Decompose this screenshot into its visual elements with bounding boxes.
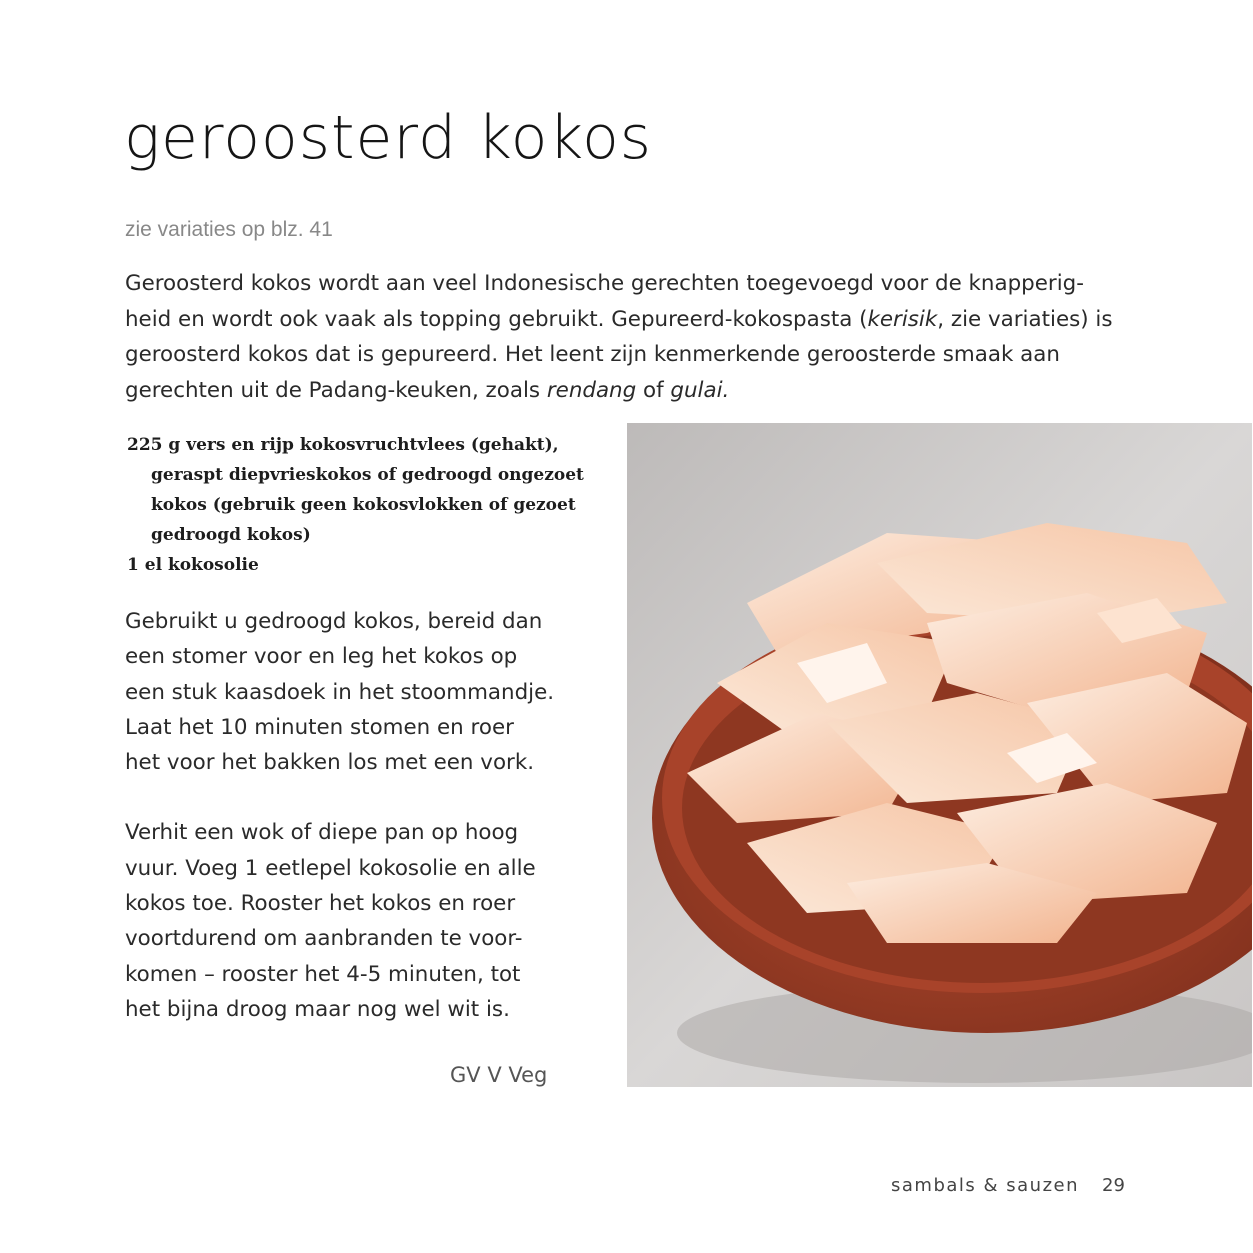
footer-section-name: sambals & sauzen <box>891 1175 1080 1196</box>
diet-labels: GV V Veg <box>450 1063 548 1087</box>
intro-segment: Geroosterd kokos wordt aan veel Indonesische gerechten toegevoegd voor de knapperig-heid en wordt ook vaak als topping gebruikt. Gepureerd-kokospasta ( <box>125 271 1084 332</box>
variations-cross-reference: zie variaties op blz. 41 <box>125 218 333 241</box>
ingredient-list <box>127 430 607 580</box>
ingredient-item: 225 g vers en rijp kokosvruchtvlees (gehakt), geraspt diepvrieskokos of gedroogd ongezoet kokos (gebruik geen kokosvlokken of gezoet gedroogd kokos) <box>127 435 584 545</box>
ingredient-item: 1 el kokosolie <box>127 555 259 575</box>
method-steps <box>125 604 555 1062</box>
method-step: Gebruikt u gedroogd kokos, bereid dan een stomer voor en leg het kokos op een stuk kaasdoek in het stoommandje. Laat het 10 minuten stomen en roer het voor het bakken los met een vork. <box>125 609 555 776</box>
recipe-intro <box>125 266 1130 408</box>
coconut-bowl-photo <box>627 423 1252 1087</box>
intro-segment: , zie variaties) is geroosterd kokos dat is gepureerd. Het leent zijn kenmerkende geroosterde smaak aan gerechten uit de Padang-keuken, zoals <box>125 306 1113 403</box>
method-step: Verhit een wok of diepe pan op hoog vuur. Voeg 1 eetlepel kokosolie en alle kokos toe. Rooster het kokos en roer voortdurend om aanbranden te voor-komen – rooster het 4-5 minuten, tot het bijna droog maar nog wel wit is. <box>125 820 536 1022</box>
intro-segment-italic: kerisik <box>867 306 938 332</box>
intro-segment-italic: rendang <box>546 377 637 403</box>
intro-segment-italic: gulai. <box>670 377 730 403</box>
page-number: 29 <box>1102 1175 1125 1196</box>
intro-segment: of <box>636 377 671 403</box>
recipe-title: geroosterd kokos <box>124 103 653 173</box>
